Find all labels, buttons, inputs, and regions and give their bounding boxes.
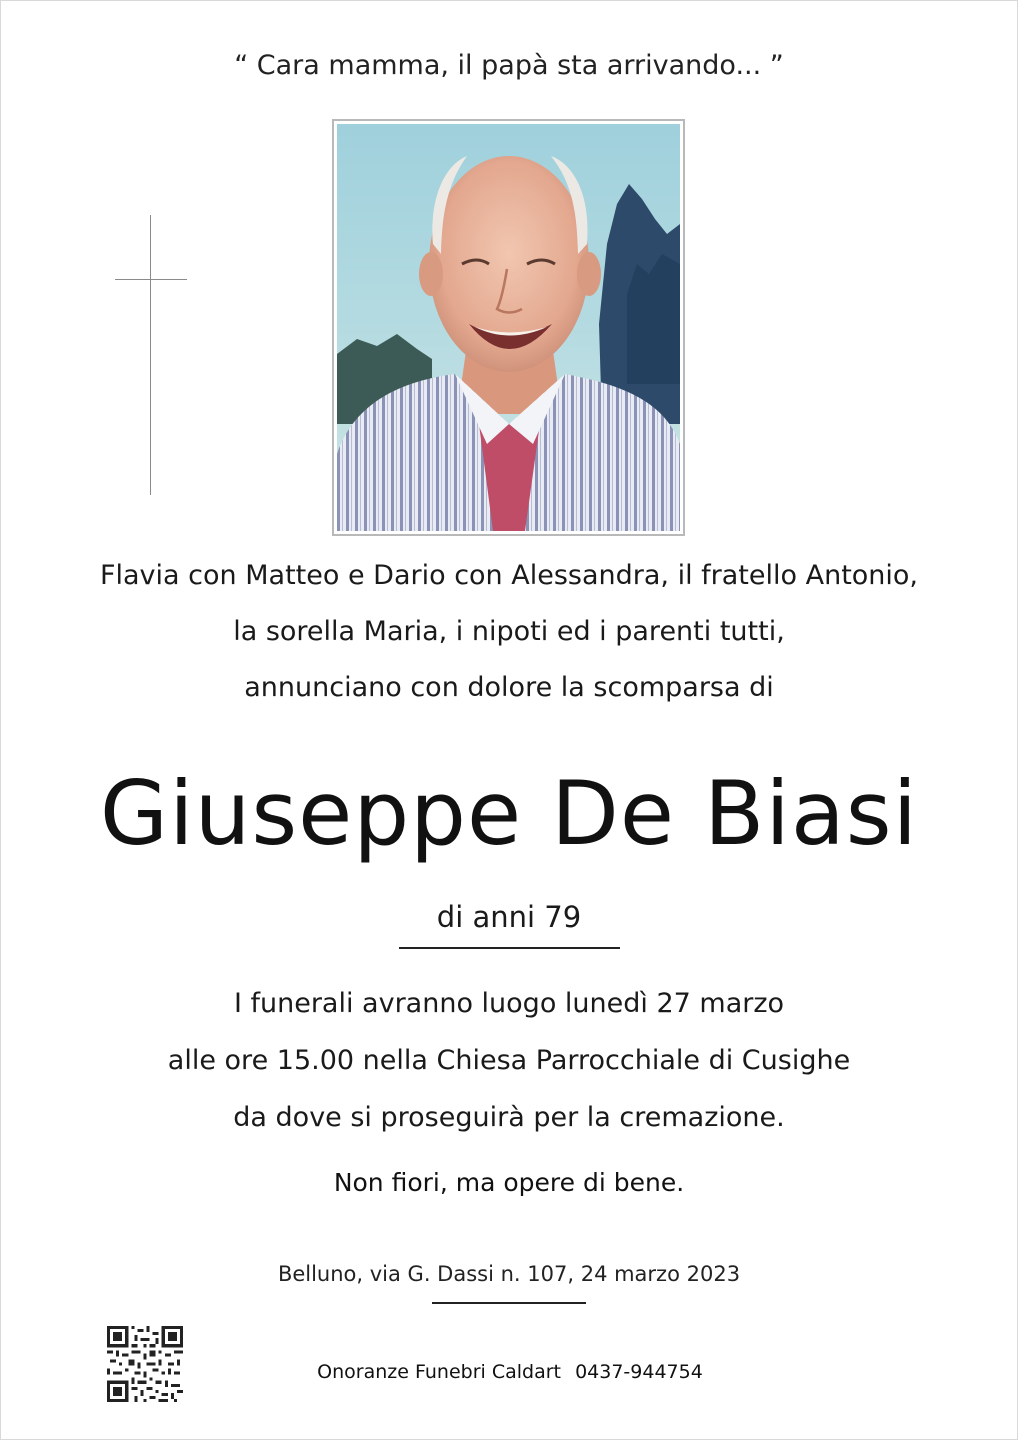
place-divider <box>432 1302 586 1304</box>
age-divider <box>399 947 620 949</box>
place-and-date: Belluno, via G. Dassi n. 107, 24 marzo 2023 <box>277 1262 741 1286</box>
family-line-3: annunciano con dolore la scomparsa di <box>244 672 774 703</box>
family-line-2: la sorella Maria, i nipoti ed i parenti tutti, <box>233 616 785 647</box>
family-line-1: Flavia con Matteo e Dario con Alessandra, il fratello Antonio, <box>99 560 919 591</box>
family-announcement <box>0 548 1018 716</box>
funeral-agency <box>0 1361 1018 1383</box>
epigraph-quote: “ Cara mamma, il papà sta arrivando... ” <box>234 50 784 81</box>
funeral-line-3: da dove si proseguirà per la cremazione. <box>233 1102 785 1133</box>
funeral-line-1: I funerali avranno luogo lunedì 27 marzo <box>233 988 785 1019</box>
deceased-age: di anni 79 <box>436 900 582 934</box>
funeral-line-2: alle ore 15.00 nella Chiesa Parrocchiale di Cusighe <box>167 1045 851 1076</box>
flowers-note: Non fiori, ma opere di bene. <box>333 1168 685 1197</box>
cross-icon <box>150 215 151 495</box>
agency-phone[interactable]: 0437-944754 <box>575 1361 703 1383</box>
deceased-name: Giuseppe De Biasi <box>99 762 919 865</box>
agency-name: Onoranze Funebri Caldart <box>317 1361 561 1383</box>
cross-icon-arm <box>115 279 187 280</box>
funeral-details <box>0 975 1018 1146</box>
portrait-frame <box>332 119 685 536</box>
portrait-photo <box>337 124 680 531</box>
